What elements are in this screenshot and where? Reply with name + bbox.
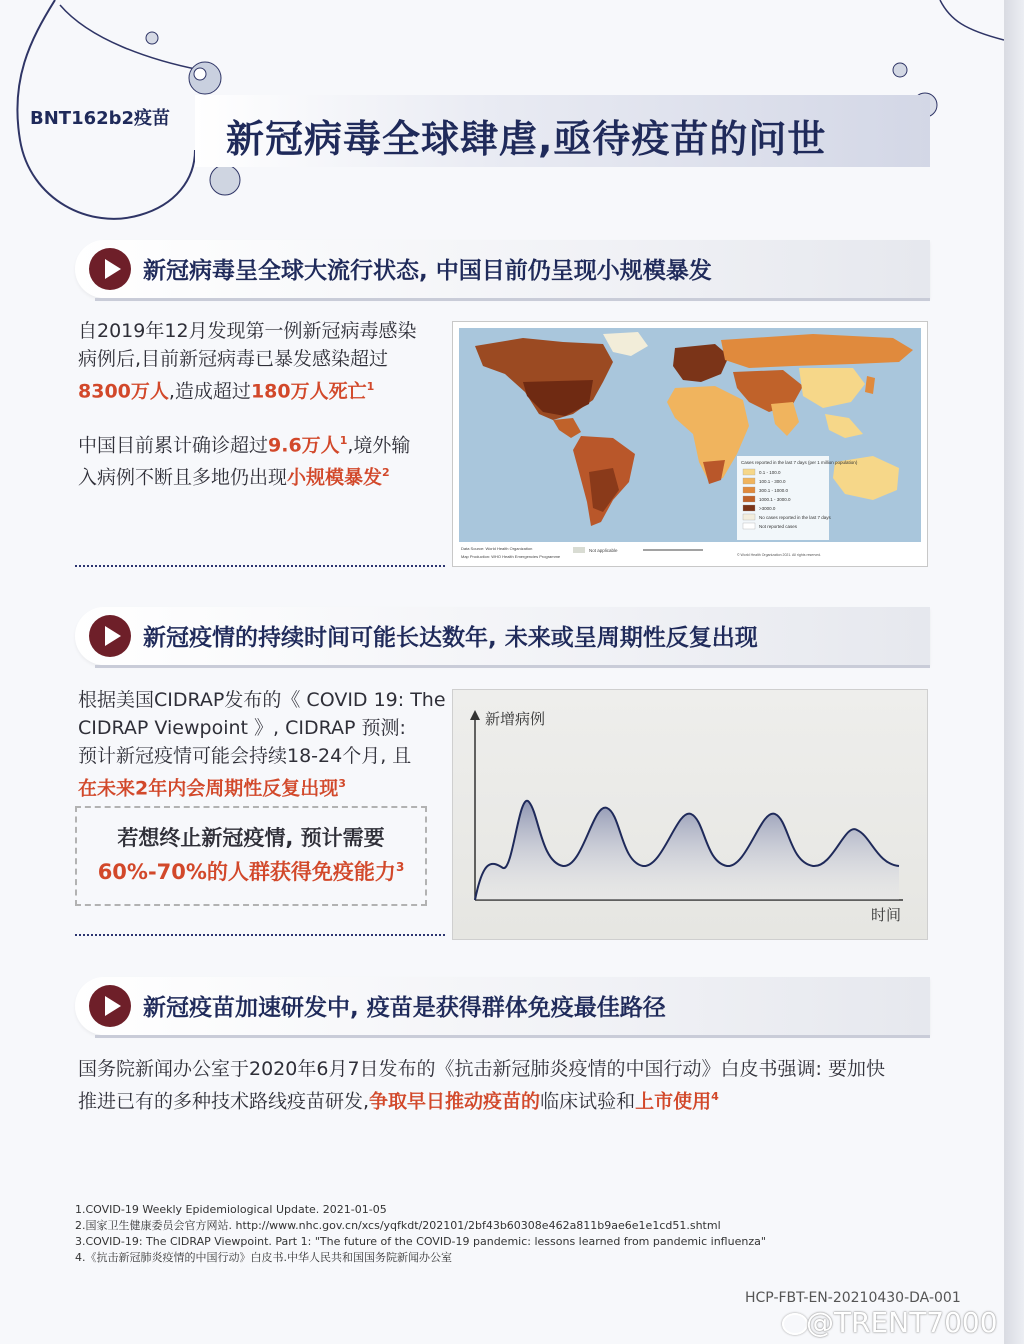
text-line: 根据美国CIDRAP发布的《 COVID 19: The bbox=[78, 689, 446, 711]
section-underline bbox=[95, 1035, 930, 1038]
text-fragment: 入病例不断且多地仍出现 bbox=[78, 466, 288, 489]
footnote-marker: 3 bbox=[395, 860, 405, 874]
reference-item: 3.COVID-19: The CIDRAP Viewpoint. Part 1: "The future of the COVID-19 pandemic: lessons learned from pandemic influenza" bbox=[75, 1235, 766, 1248]
text-line: 预计新冠疫情可能会持续18-24个月, 且 bbox=[78, 745, 412, 767]
page-title: 新冠病毒全球肆虐,亟待疫苗的问世 bbox=[226, 117, 827, 161]
herd-immunity-callout bbox=[75, 806, 427, 906]
legend-label: 100.1 - 300.0 bbox=[759, 479, 786, 484]
world-map-graphic bbox=[453, 322, 927, 566]
dotted-divider bbox=[75, 934, 445, 936]
text-fragment: ,造成超过 bbox=[168, 380, 251, 403]
pandemic-paragraph bbox=[78, 317, 438, 405]
section-header-duration bbox=[75, 607, 930, 665]
legend-label: 300.1 - 1000.0 bbox=[759, 488, 789, 493]
map-production: Map Production: WHO Health Emergencies Programme bbox=[461, 554, 561, 559]
legend-swatch bbox=[743, 496, 755, 502]
play-icon bbox=[89, 615, 131, 657]
highlight-vaccine-push: 争取早日推动疫苗的 bbox=[369, 1090, 541, 1113]
wave-chart-graphic bbox=[453, 690, 927, 939]
callout-line-1: 若想终止新冠疫情, 预计需要 bbox=[117, 826, 385, 850]
not-applicable-swatch bbox=[573, 547, 585, 553]
reference-item: 2.国家卫生健康委员会官方网站. http://www.nhc.gov.cn/xcs/yqfkdt/202101/2bf43b60308e462a811b9ae6e1e1cd51.shtml bbox=[75, 1219, 721, 1232]
play-icon bbox=[89, 248, 131, 290]
footnote-marker: 4 bbox=[711, 1090, 719, 1103]
section-underline bbox=[95, 665, 930, 668]
product-badge: BNT162b2疫苗 bbox=[30, 108, 171, 129]
highlight-infections: 8300万人 bbox=[78, 380, 169, 403]
footnote-marker: 1 bbox=[366, 380, 375, 393]
text-line bbox=[78, 1083, 938, 1115]
text-line: 国务院新闻办公室于2020年6月7日发布的《抗击新冠肺炎疫情的中国行动》白皮书强调: 要加快 bbox=[78, 1058, 885, 1080]
map-data-source: Data Source: World Health Organization bbox=[461, 546, 533, 551]
footnote-marker: 1 bbox=[339, 434, 348, 447]
highlight-china-cases: 9.6万人 bbox=[268, 434, 340, 457]
legend-swatch bbox=[743, 505, 755, 511]
play-icon bbox=[89, 985, 131, 1027]
section-title: 新冠疫苗加速研发中, 疫苗是获得群体免疫最佳路径 bbox=[143, 995, 666, 1021]
legend-swatch bbox=[743, 487, 755, 493]
legend-swatch bbox=[743, 514, 755, 520]
dotted-divider bbox=[75, 565, 445, 567]
map-copyright: © World Health Organization 2021. All rights reserved. bbox=[737, 553, 822, 557]
legend-swatch bbox=[743, 469, 755, 475]
world-map bbox=[452, 321, 928, 567]
document-code: HCP-FBT-EN-20210430-DA-001 bbox=[745, 1290, 961, 1306]
highlight-market: 上市使用 bbox=[635, 1090, 712, 1113]
page-edge bbox=[1004, 0, 1024, 1344]
text-line bbox=[78, 427, 438, 459]
legend-label: 1000.1 - 3000.0 bbox=[759, 497, 791, 502]
legend-label: 0.1 - 100.0 bbox=[759, 470, 781, 475]
legend-label: Not reported cases bbox=[759, 524, 798, 529]
legend-label: No cases reported in the last 7 days bbox=[759, 515, 831, 520]
highlight-periodic: 在未来2年内会周期性反复出现 bbox=[78, 777, 339, 800]
section-title: 新冠病毒呈全球大流行状态, 中国目前仍呈现小规模暴发 bbox=[143, 258, 712, 284]
section-header-vaccine bbox=[75, 977, 930, 1035]
text-line bbox=[78, 459, 438, 491]
y-axis-label: 新增病例 bbox=[485, 710, 546, 728]
highlight-outbreak: 小规模暴发 bbox=[287, 466, 383, 489]
legend-title: Cases reported in the last 7 days (per 1 million population) bbox=[741, 460, 858, 465]
text-fragment: 临床试验和 bbox=[540, 1090, 636, 1113]
footnote-marker: 3 bbox=[338, 777, 346, 790]
text-line: 自2019年12月发现第一例新冠病毒感染 bbox=[78, 320, 417, 342]
text-line: 病例后,目前新冠病毒已暴发感染超过 bbox=[78, 348, 389, 370]
not-applicable-label: Not applicable bbox=[589, 548, 618, 553]
watermark: @TRENT7000 bbox=[806, 1306, 998, 1339]
legend-swatch bbox=[743, 478, 755, 484]
callout-highlight: 60%-70%的人群获得免疫能力 bbox=[97, 860, 396, 884]
reference-item: 1.COVID-19 Weekly Epidemiological Update. 2021-01-05 bbox=[75, 1203, 387, 1216]
callout-line-2 bbox=[77, 856, 425, 886]
vaccine-paragraph bbox=[78, 1055, 938, 1115]
text-fragment: ,境外输 bbox=[347, 434, 411, 457]
epidemic-wave-chart bbox=[452, 689, 928, 940]
references bbox=[75, 1202, 766, 1266]
footnote-marker: 2 bbox=[382, 466, 390, 480]
y-axis-arrow-icon bbox=[470, 710, 480, 720]
text-line bbox=[78, 373, 438, 405]
legend-label: >3000.0 bbox=[759, 506, 776, 511]
x-axis-label: 时间 bbox=[871, 906, 902, 924]
text-fragment: 推进已有的多种技术路线疫苗研发, bbox=[78, 1090, 370, 1113]
text-fragment: 中国目前累计确诊超过 bbox=[78, 434, 269, 457]
cidrap-paragraph bbox=[78, 686, 450, 802]
text-line bbox=[78, 770, 450, 802]
section-header-pandemic bbox=[75, 240, 930, 298]
highlight-deaths: 180万人死亡 bbox=[250, 380, 367, 403]
weibo-icon bbox=[782, 1313, 808, 1335]
section-title: 新冠疫情的持续时间可能长达数年, 未来或呈周期性反复出现 bbox=[143, 625, 758, 651]
section-underline bbox=[95, 298, 930, 301]
legend-swatch bbox=[743, 523, 755, 529]
china-paragraph bbox=[78, 427, 438, 492]
reference-item: 4.《抗击新冠肺炎疫情的中国行动》白皮书.中华人民共和国国务院新闻办公室 bbox=[75, 1251, 452, 1264]
text-line: CIDRAP Viewpoint 》, CIDRAP 预测: bbox=[78, 717, 406, 739]
